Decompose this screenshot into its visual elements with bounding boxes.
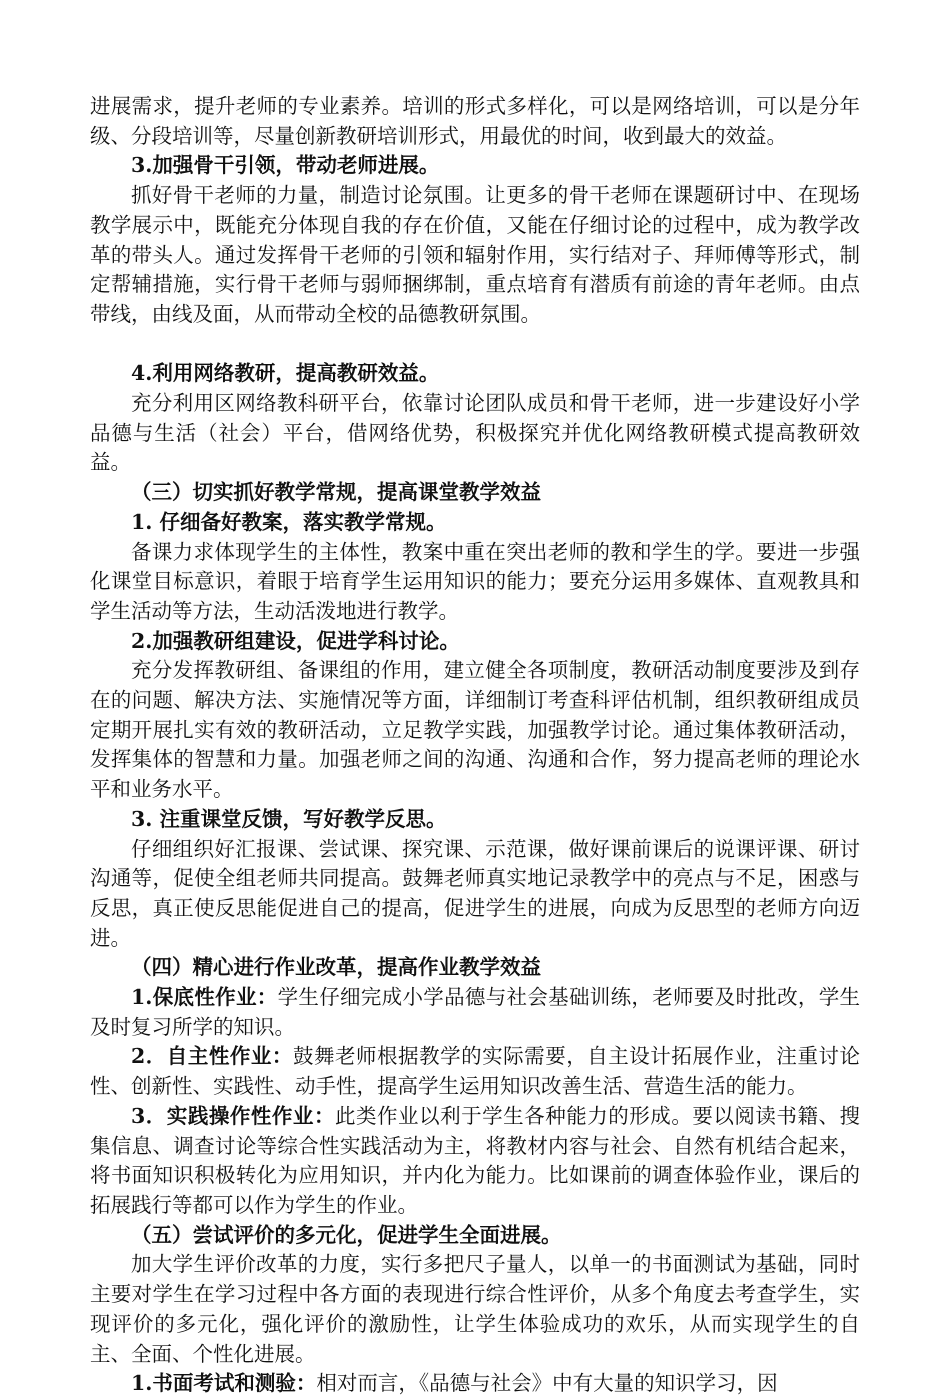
- paragraph-sec5: 加大学生评价改革的力度，实行多把尺子量人，以单一的书面测试为基础，同时主要对学生在学习过程中各方面的表现进行综合性评价，从多个角度去考查学生，实现评价的多元化，强化评价的激励性，让学生体验成功的欢乐，从而实现学生的自主、全面、个性化进展。: [90, 1252, 860, 1366]
- section-heading-3: （三）切实抓好教学常规，提高课堂教学效益: [131, 480, 541, 505]
- heading-s3-1: 1. 仔细备好教案，落实教学常规。: [131, 509, 447, 534]
- heading-3: 3.加强骨干引领，带动老师进展。: [131, 153, 440, 178]
- lead-s4-2: 2．自主性作业：: [131, 1044, 293, 1069]
- lead-s4-3: 3．实践操作性作业：: [131, 1103, 335, 1128]
- paragraph-s4-3: [90, 1102, 860, 1221]
- lead-s4-1: 1.保底性作业：: [131, 985, 278, 1010]
- paragraph-s3-3: 仔细组织好汇报课、尝试课、探究课、示范课，做好课前课后的说课评课、研讨沟通等，促使全组老师共同提高。鼓舞老师真实地记录教学中的亮点与不足，困惑与反思，真正使反思能促进自己的提高，促进学生的进展，向成为反思型的老师方向迈进。: [90, 836, 860, 950]
- section-heading-5: （五）尝试评价的多元化，促进学生全面进展。: [131, 1222, 562, 1247]
- paragraph-3: 抓好骨干老师的力量，制造讨论氛围。让更多的骨干老师在课题研讨中、在现场教学展示中，既能充分体现自我的存在价值，又能在仔细讨论的过程中，成为教学改革的带头人。通过发挥骨干老师的引领和辐射作用，实行结对子、拜师傅等形式，制定帮辅措施，实行骨干老师与弱师捆绑制，重点培育有潜质有前途的青年老师。由点带线，由线及面，从而带动全校的品德教研氛围。: [90, 183, 860, 326]
- lead-s5-1: 1.书面考试和测验：: [131, 1371, 317, 1396]
- heading-s3-3: 3. 注重课堂反馈，写好教学反思。: [131, 806, 447, 831]
- document-page: [90, 92, 860, 1399]
- text-s4-2: 鼓舞老师根据教学的实际需要，自主设计拓展作业，注重讨论性、创新性、实践性、动手性，提高学生运用知识改善生活、营造生活的能力。: [90, 1044, 860, 1099]
- text-s5-1: 相对而言，《品德与社会》中有大量的知识学习，因: [316, 1371, 778, 1396]
- paragraph-s5-1: [90, 1369, 860, 1399]
- paragraph-s3-1: 备课力求体现学生的主体性，教案中重在突出老师的教和学生的学。要进一步强化课堂目标意识，着眼于培育学生运用知识的能力；要充分运用多媒体、直观教具和学生活动等方法，生动活泼地进行教学。: [90, 539, 860, 623]
- paragraph-intro: 进展需求，提升老师的专业素养。培训的形式多样化，可以是网络培训，可以是分年级、分段培训等，尽量创新教研培训形式，用最优的时间，收到最大的效益。: [90, 94, 860, 148]
- heading-s3-2: 2.加强教研组建设，促进学科讨论。: [131, 628, 460, 653]
- heading-4: 4.利用网络教研，提高教研效益。: [131, 361, 440, 386]
- paragraph-s4-1: [90, 983, 860, 1042]
- paragraph-s3-2: 充分发挥教研组、备课组的作用，建立健全各项制度，教研活动制度要涉及到存在的问题、解决方法、实施情况等方面，详细制订考查科评估机制，组织教研组成员定期开展扎实有效的教研活动，立足教学实践，加强教学讨论。通过集体教研活动，发挥集体的智慧和力量。加强老师之间的沟通、沟通和合作，努力提高老师的理论水平和业务水平。: [90, 658, 860, 802]
- section-heading-4: （四）精心进行作业改革，提高作业教学效益: [131, 955, 541, 980]
- text-s4-3: 此类作业以利于学生各种能力的形成。要以阅读书籍、搜集信息、调查讨论等综合性实践活动为主，将教材内容与社会、自然有机结合起来，将书面知识积极转化为应用知识，并内化为能力。比如课前的调查体验作业，课后的拓展践行等都可以作为学生的作业。: [90, 1103, 861, 1217]
- blank-line: [90, 330, 860, 360]
- paragraph-s4-2: [90, 1042, 860, 1101]
- paragraph-4: 充分利用区网络教科研平台，依靠讨论团队成员和骨干老师，进一步建设好小学品德与生活（社会）平台，借网络优势，积极探究并优化网络教研模式提高教研效益。: [90, 391, 860, 475]
- text-s4-1: 学生仔细完成小学品德与社会基础训练，老师要及时批改，学生及时复习所学的知识。: [90, 985, 861, 1039]
